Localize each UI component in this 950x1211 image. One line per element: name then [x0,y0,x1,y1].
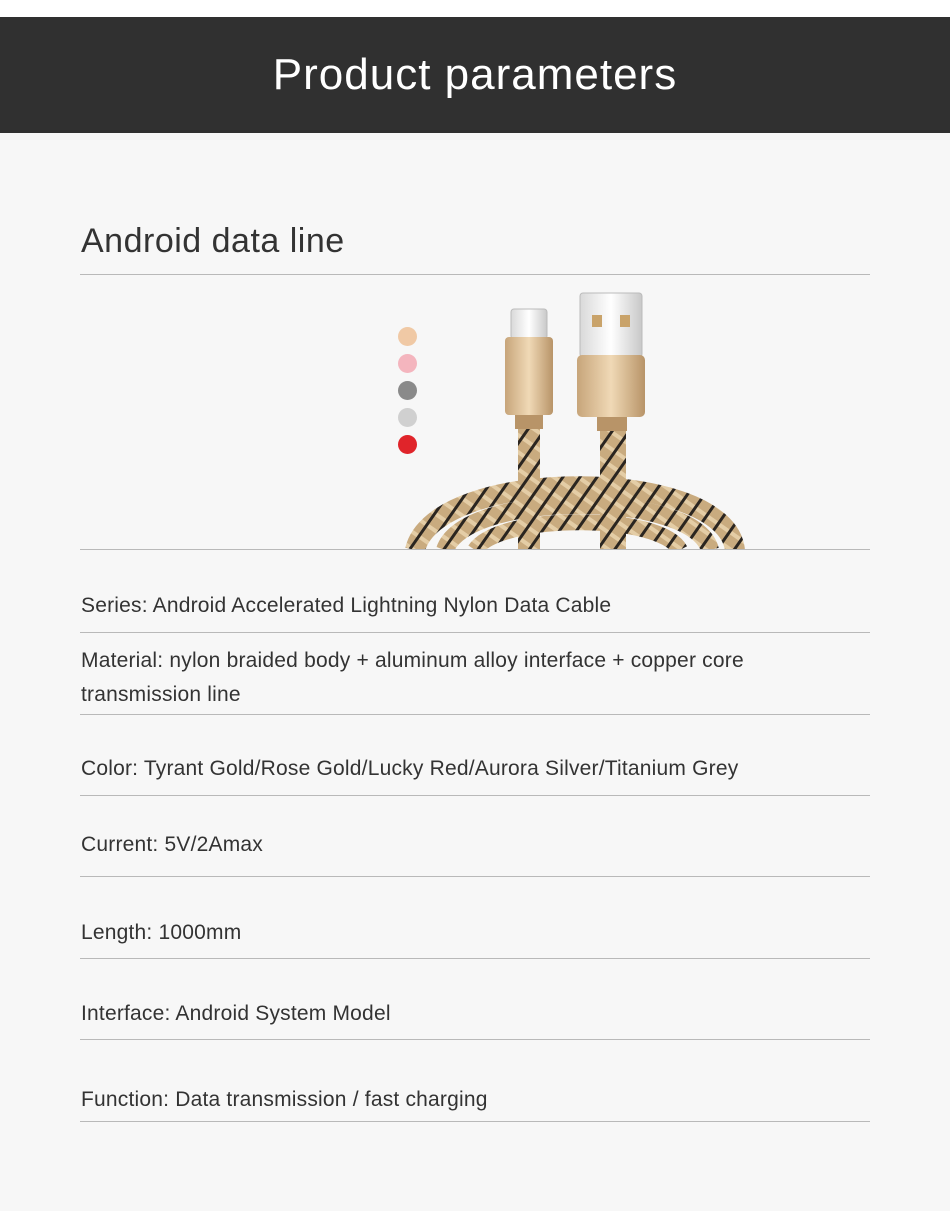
spec-divider [80,1121,870,1122]
section-title-divider [80,274,870,275]
spec-color: Color: Tyrant Gold/Rose Gold/Lucky Red/Aurora Silver/Titanium Grey [81,757,739,780]
spec-divider [80,1039,870,1040]
top-strip [0,0,950,17]
spec-divider [80,795,870,796]
spec-interface: Interface: Android System Model [81,1002,391,1025]
page-title: Product parameters [272,50,678,99]
spec-length: Length: 1000mm [81,921,242,944]
image-divider [80,549,870,550]
spec-current: Current: 5V/2Amax [81,833,263,856]
spec-function: Function: Data transmission / fast charging [81,1088,488,1111]
spec-divider [80,958,870,959]
section-title: Android data line [81,222,345,260]
spec-series: Series: Android Accelerated Lightning Nylon Data Cable [81,594,612,617]
spec-divider [80,714,870,715]
spec-divider [80,876,870,877]
spec-divider [80,632,870,633]
spec-material: Material: nylon braided body + aluminum alloy interface + copper core transmission line [81,649,744,706]
braided-usb-cable-image [405,285,745,550]
